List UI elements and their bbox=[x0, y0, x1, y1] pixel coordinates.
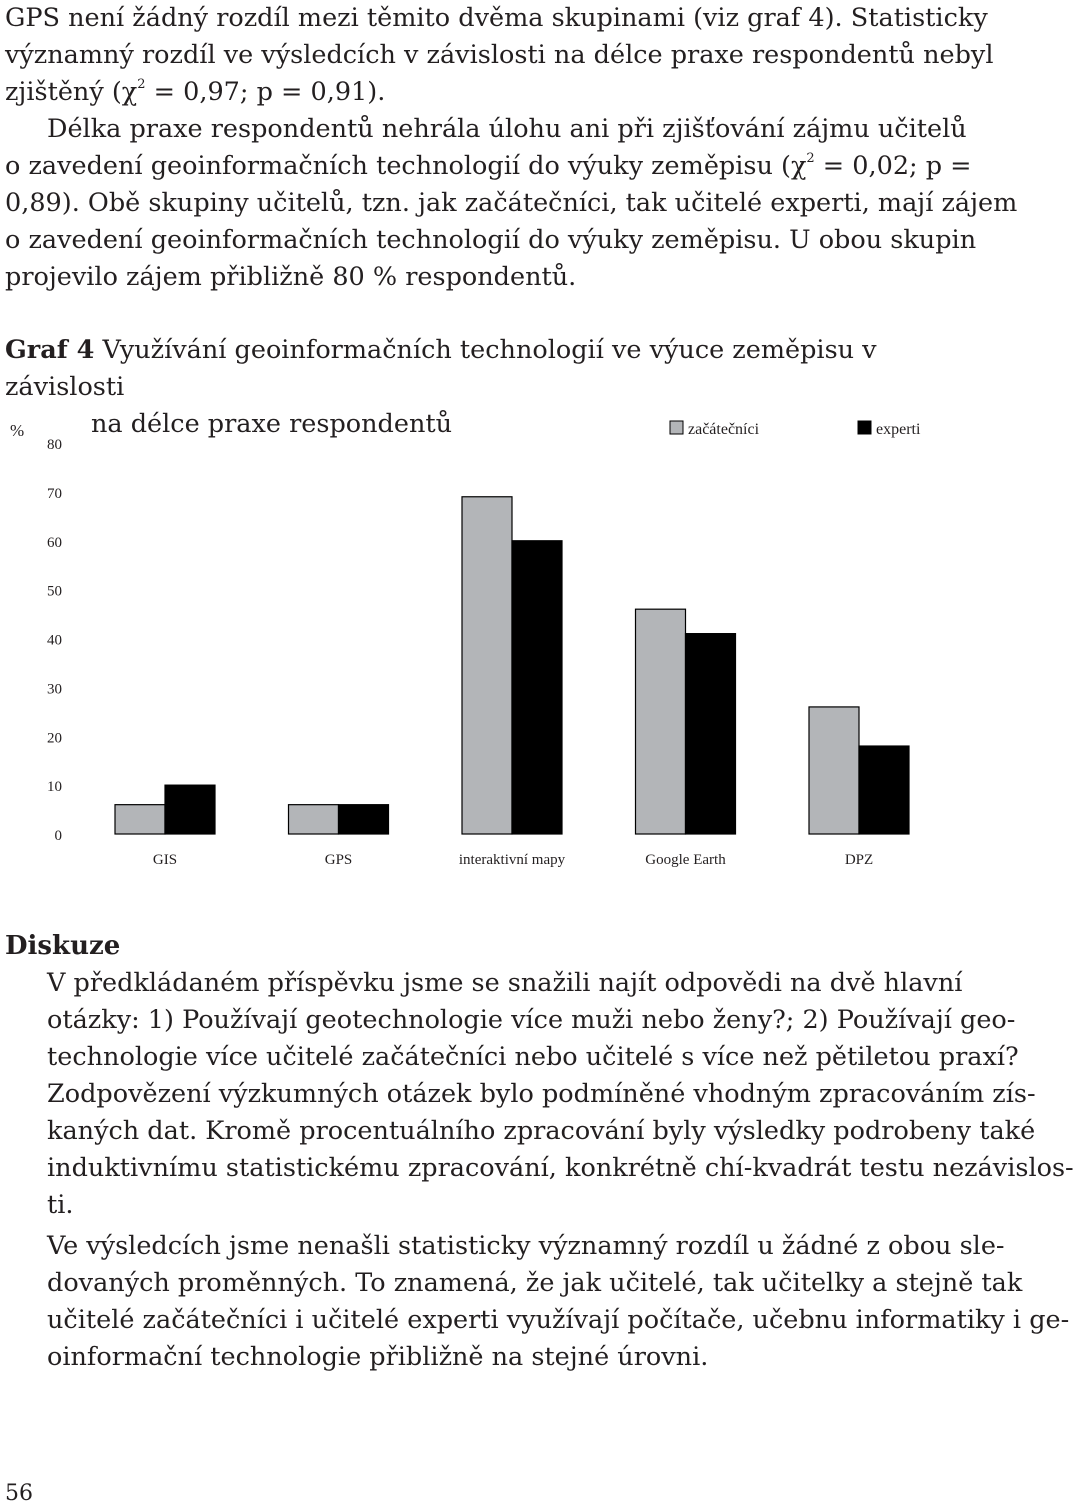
bar-experti bbox=[686, 634, 736, 834]
paragraph-line: dovaných proměnných. To znamená, že jak učitelé, tak učitelky a stejně tak bbox=[47, 1268, 1023, 1298]
bar-zacatecnici bbox=[636, 609, 686, 834]
bar-zacatecnici bbox=[809, 707, 859, 834]
paragraph-line: otázky: 1) Používají geotechnologie více muži nebo ženy?; 2) Používají geo- bbox=[47, 1005, 1016, 1035]
paragraph-line: induktivnímu statistickému zpracování, konkrétně chí-kvadrát testu nezávislos- bbox=[47, 1153, 1074, 1183]
paragraph-line: kaných dat. Kromě procentuálního zpracování byly výsledky podrobeny také bbox=[47, 1116, 1036, 1146]
y-tick-label: 40 bbox=[47, 632, 62, 649]
paragraph-4 bbox=[5, 1228, 1070, 1376]
bar-chart bbox=[0, 410, 960, 880]
x-tick-label: DPZ bbox=[844, 852, 874, 868]
bar-experti bbox=[165, 785, 215, 834]
x-tick-label: GIS bbox=[152, 852, 178, 868]
paragraph-line: zjištěný ($\chi^2 = 0,97$; p = 0,91). bbox=[5, 77, 386, 107]
paragraph-line: 0,89). Obě skupiny učitelů, tzn. jak začátečníci, tak učitelé experti, mají zájem bbox=[5, 188, 1018, 218]
bar-zacatecnici bbox=[289, 805, 339, 834]
paragraph-line: technologie více učitelé začátečníci nebo učitelé s více než pětiletou praxí? bbox=[47, 1042, 1019, 1072]
legend-label: experti bbox=[876, 421, 921, 438]
legend-label: začátečníci bbox=[688, 421, 760, 438]
paragraph-line: Zodpovězení výzkumných otázek bylo podmíněné vhodným zpracováním zís- bbox=[47, 1079, 1036, 1109]
paragraph-line: Délka praxe respondentů nehrála úlohu ani při zjišťování zájmu učitelů bbox=[47, 114, 967, 144]
paragraph-line: oinformační technologie přibližně na stejné úrovni. bbox=[47, 1342, 709, 1372]
y-tick-label: 0 bbox=[54, 828, 62, 844]
y-tick-label: 70 bbox=[47, 485, 62, 502]
y-tick-label: 80 bbox=[47, 437, 62, 453]
legend-swatch bbox=[858, 421, 871, 434]
paragraph-3 bbox=[5, 965, 1074, 1224]
y-tick-label: 20 bbox=[47, 730, 62, 747]
legend-swatch bbox=[670, 421, 683, 434]
paragraph-line: Ve výsledcích jsme nenašli statisticky významný rozdíl u žádné z obou sle- bbox=[47, 1231, 1005, 1261]
paragraph-line: o zavedení geoinformačních technologií do výuky zeměpisu. U obou skupin bbox=[5, 225, 977, 255]
x-tick-label: interaktivní mapy bbox=[458, 852, 566, 868]
y-tick-label: 60 bbox=[47, 534, 62, 551]
bar-zacatecnici bbox=[115, 805, 165, 834]
figure-caption-line-1: Využívání geoinformačních technologií ve výuce zeměpisu v závislosti bbox=[5, 335, 877, 402]
x-tick-label: Google Earth bbox=[645, 852, 726, 868]
paragraph-line: významný rozdíl ve výsledcích v závislosti na délce praxe respondentů nebyl bbox=[5, 40, 994, 70]
paragraph-2 bbox=[5, 111, 1018, 296]
page-number: 56 bbox=[5, 1481, 33, 1506]
y-tick-label: 10 bbox=[47, 779, 62, 796]
paragraph-1 bbox=[5, 0, 994, 111]
paragraph-line: učitelé začátečníci i učitelé experti využívají počítače, učebnu informatiky i ge- bbox=[47, 1305, 1070, 1335]
bar-experti bbox=[859, 746, 909, 834]
paragraph-line: ti. bbox=[47, 1190, 74, 1220]
figure-label: Graf 4 bbox=[5, 335, 95, 365]
bar-zacatecnici bbox=[462, 497, 512, 834]
section-heading: Diskuze bbox=[5, 931, 121, 961]
paragraph-line: GPS není žádný rozdíl mezi těmito dvěma skupinami (viz graf 4). Statisticky bbox=[5, 3, 988, 33]
paragraph-line: V předkládaném příspěvku jsme se snažili najít odpovědi na dvě hlavní bbox=[47, 968, 963, 998]
bar-experti bbox=[512, 541, 562, 834]
paragraph-line: o zavedení geoinformačních technologií do výuky zeměpisu ($\chi^2 = 0,02$; p = bbox=[5, 151, 972, 181]
y-axis-label: % bbox=[10, 421, 25, 440]
bar-experti bbox=[339, 805, 389, 834]
figure-caption-line-2: na délce praxe respondentů bbox=[91, 409, 453, 439]
x-tick-label: GPS bbox=[324, 852, 353, 868]
paragraph-line: projevilo zájem přibližně 80 % respondentů. bbox=[5, 262, 577, 292]
y-tick-label: 30 bbox=[47, 681, 62, 698]
y-tick-label: 50 bbox=[47, 583, 62, 600]
